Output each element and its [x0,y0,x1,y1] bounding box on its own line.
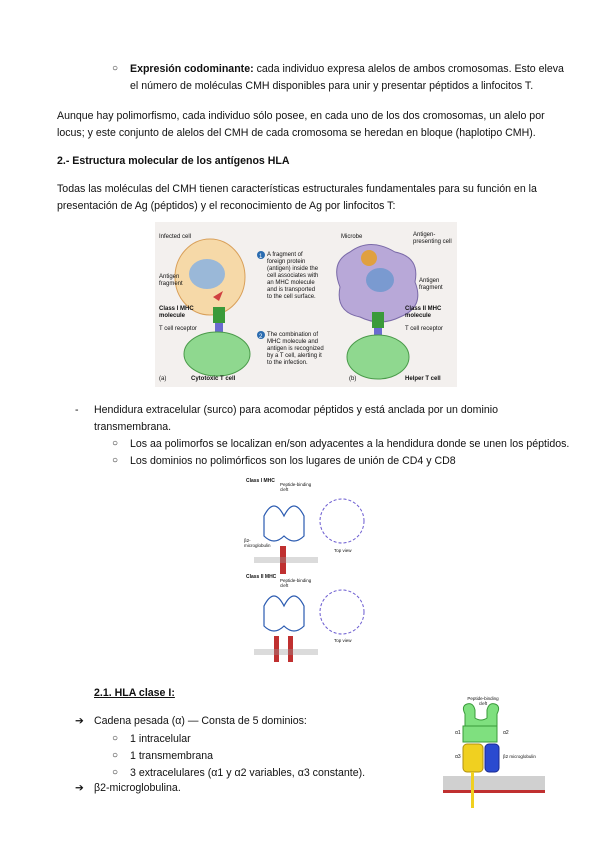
class2-cleft-label: Peptide-binding cleft [280,578,312,588]
cleft-line-2: transmembrana. [94,421,172,433]
mhc-presentation-figure [155,222,457,387]
circle-bullet-icon: ○ [112,750,119,761]
cleft-sub-1: Los aa polimorfos se localizan en/son adyacentes a la hendidura donde se unen los péptidos. [130,438,570,450]
label-a: (a) [159,376,167,382]
step2-text: The combination of MHC molecule and antigen is recognized by a T cell, alerting it to the infection. [267,332,324,366]
codominant-term: Expresión codominante: [130,63,254,75]
class1-top-label: Top view [334,548,352,553]
mhc-structure-figure [244,476,372,668]
circle-bullet-icon: ○ [112,455,119,466]
class1-mhc-shape [213,307,225,323]
circle-bullet-icon: ○ [112,63,119,74]
alpha3-label: α3 [455,754,461,760]
nucleus-b [366,268,394,292]
alpha3-domain [463,744,483,772]
label-b: (b) [349,376,357,382]
heavy-chain-line: Cadena pesada (α) — Consta de 5 dominios: [94,715,307,727]
codominant-line-1 [130,61,564,78]
microbe-label: Microbe [341,234,363,240]
circle-bullet-icon: ○ [112,767,119,778]
class2-top-label: Top view [334,638,352,643]
b2m-line: β2-microglobulina. [94,782,181,794]
cytotoxic-label: Cytotoxic T cell [191,376,236,382]
section2-heading: 2.- Estructura molecular de los antígenos HLA [57,155,290,167]
cleft-sub-2: Los dominios no polimórficos son los lugares de unión de CD4 y CD8 [130,455,456,467]
mhc-structure-svg [244,476,372,668]
codominant-text-1: cada individuo expresa alelos de ambos cromosomas. Esto eleva [253,63,564,75]
circle-bullet-icon: ○ [112,438,119,449]
tcr-b-label: T cell receptor [405,326,443,332]
class2-mhc-shape [372,312,384,328]
alpha1-alpha2-domain [463,704,498,726]
step1-text: A fragment of foreign protein (antigen) inside the cell associates with an MHC molecule and is transported to the cell surface. [267,252,319,300]
hla-class1-diagram [443,696,545,808]
class1-side-view [264,506,304,541]
cytotoxic-cell-shape [184,332,250,376]
antigen-fragment-b-label: Antigen fragment [419,278,443,291]
class2-top-view [320,590,364,634]
codominant-line-2: el número de moléculas CMH disponibles para unir y presentar péptidos a linfocitos T. [130,80,534,92]
class1-top-view [320,499,364,543]
class2-mhc-label: Class II MHC molecule [405,306,442,319]
membrane [443,776,545,790]
hla-class1-svg [443,696,545,808]
domain-extracellular: 3 extracelulares (α1 y α2 variables, α3 constante). [130,767,366,779]
circle-bullet-icon: ○ [112,733,119,744]
section2-para-line-1: Todas las moléculas del CMH tienen características estructurales fundamentales para su función en la [57,183,537,195]
arrow-bullet-icon: ➔ [75,715,84,727]
helper-cell-shape [347,335,409,379]
b2m-label-fig2: β2-microglobulin [244,538,271,548]
para-line-1: Aunque hay polimorfismo, cada individuo sólo posee, en cada uno de los dos cromosomas, un alelo por [57,110,545,122]
domain-transmembrane: 1 transmembrana [130,750,214,762]
dash-bullet-icon: - [75,404,79,416]
section2-para-line-2: presentación de Ag (péptidos) y el reconocimiento de Ag por linfocitos T: [57,200,396,212]
tcr-a-label: T cell receptor [159,326,197,332]
section21-heading: 2.1. HLA clase I: [94,687,175,699]
b2m-label-fig3: β2 microglobulin [503,754,536,759]
class1-mhc-label: Class I MHC molecule [159,306,194,319]
helper-label: Helper T cell [405,376,441,382]
antigen-fragment-a-label: Antigen fragment [159,274,183,287]
arrow-bullet-icon: ➔ [75,782,84,794]
class2-title: Class II MHC [246,574,277,580]
apc-label: Antigen-presenting cell [413,232,452,245]
cleft-line-1: Hendidura extracelular (surco) para acomodar péptidos y está anclada por un dominio [94,404,498,416]
alpha1-label: α1 [455,730,461,736]
alpha-top-block [463,726,497,742]
membrane-edge [443,790,545,793]
step1-num: 1 [259,254,263,260]
transmembrane-tail [471,772,474,808]
microbe-shape [361,250,377,266]
cleft-label-fig3: Peptide-binding cleft [467,696,499,706]
class2-side-view [264,596,304,631]
class1-cleft-label: Peptide-binding cleft [280,482,312,492]
domain-intracellular: 1 intracelular [130,733,191,745]
b2m-domain [485,744,499,772]
class1-title: Class I MHC [246,478,275,484]
step2-num: 2 [259,334,263,340]
infected-cell-label: Infected cell [159,234,192,240]
tcr-a-shape [215,323,223,333]
alpha2-label: α2 [503,730,509,736]
para-line-2: locus; y este conjunto de alelos del CMH de cada cromosoma se heredan en bloque (haplotipo CMH). [57,127,536,139]
